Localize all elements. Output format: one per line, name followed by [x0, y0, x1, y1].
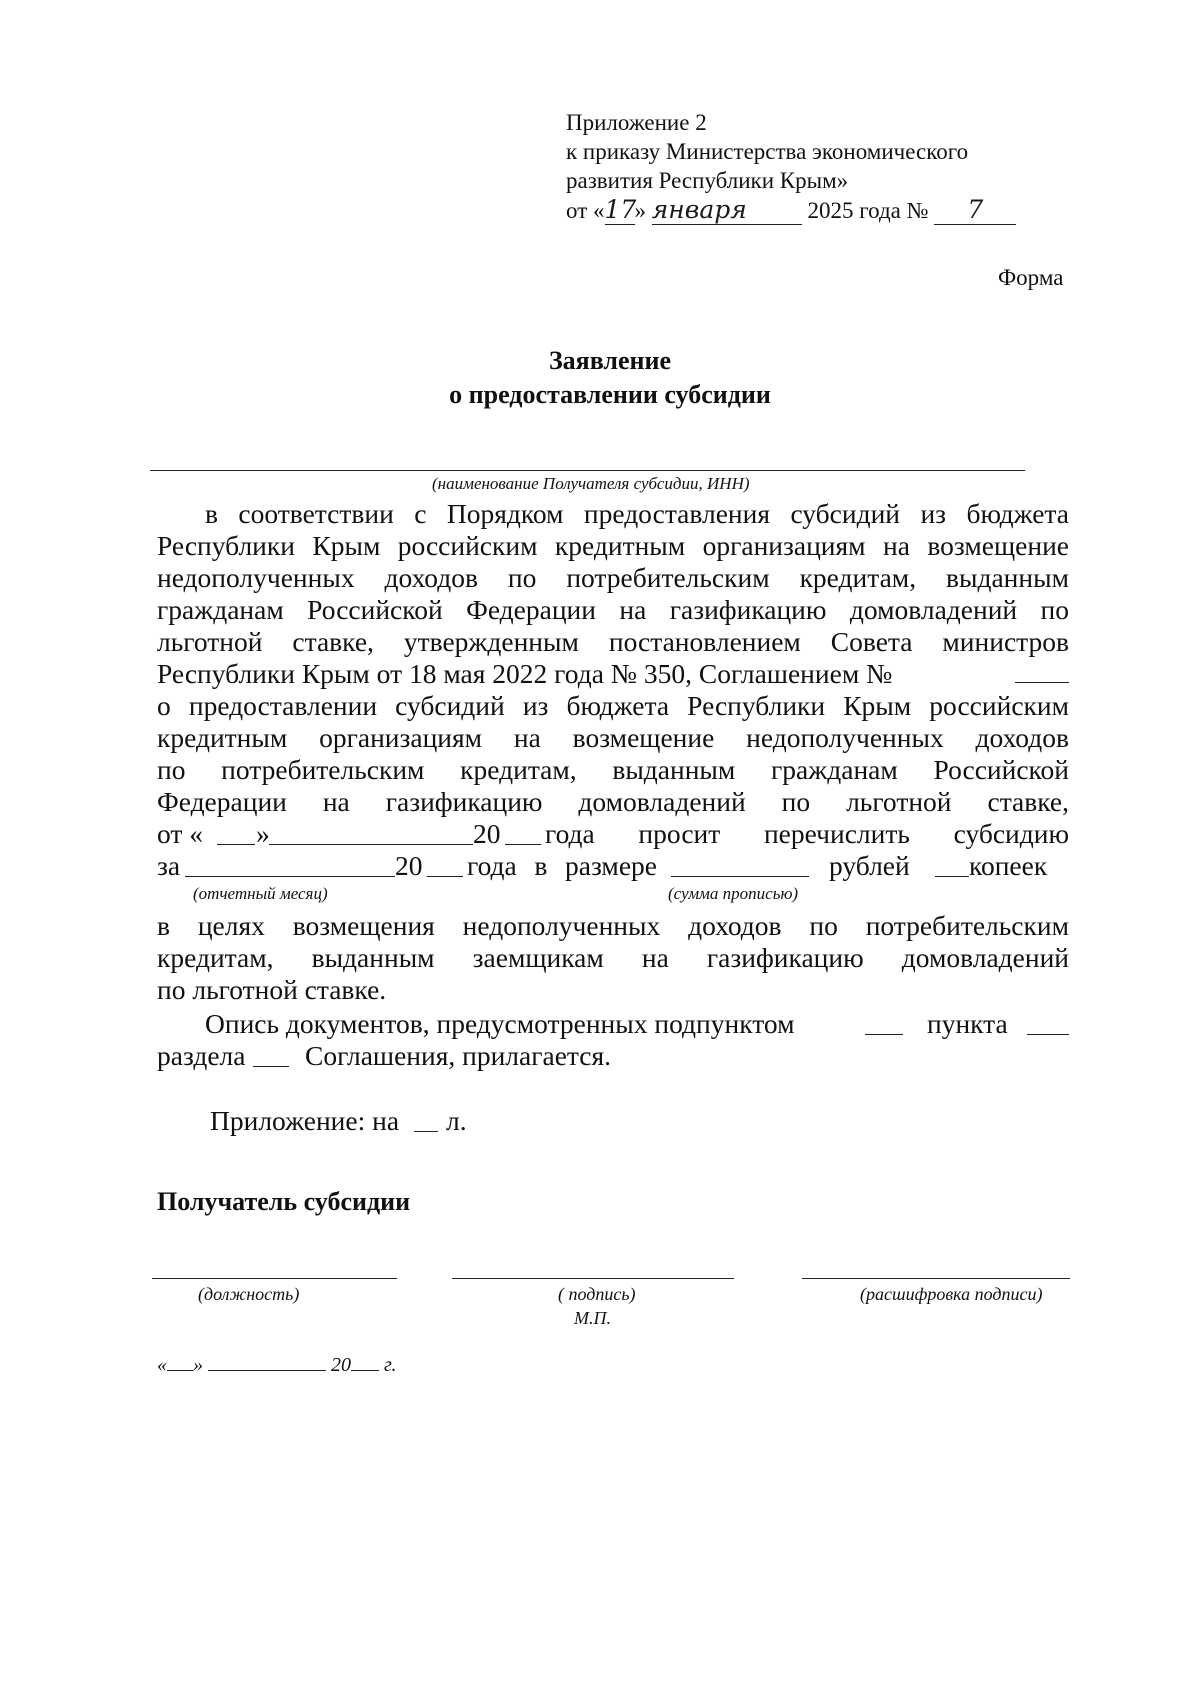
year-blank: [505, 820, 541, 845]
day-blank: [217, 820, 255, 845]
appendix-line-2: к приказу Министерства экономического: [566, 139, 969, 164]
month-blank: [269, 820, 473, 845]
body-line-13: в целях возмещения недополученных доходов по потребительским: [157, 910, 1069, 941]
body-line-6-text: Республики Крым от 18 мая 2022 года № 350, Соглашением №: [157, 658, 893, 689]
recipient-name-line: [150, 470, 1025, 471]
year-prefix-2: 20: [395, 850, 423, 881]
signature-decode-caption: (расшифровка подписи): [860, 1284, 1043, 1304]
clause-label: пункта: [927, 1008, 1008, 1039]
kopecks-label: копеек: [969, 850, 1048, 881]
signature-line: [452, 1278, 734, 1279]
date-suffix: 2025 года №: [807, 198, 929, 223]
section-label: раздела: [157, 1040, 246, 1071]
appendix-line-1: Приложение 2: [566, 110, 707, 135]
appendix-date-line: [566, 195, 1046, 225]
request-text: года просит перечислить субсидию: [545, 818, 1069, 849]
body-line-1: в соответствии с Порядком предоставления субсидий из бюджета: [205, 498, 1069, 529]
date-prefix: от «: [566, 198, 605, 223]
inventory-text: Опись документов, предусмотренных подпунктом: [205, 1008, 795, 1039]
reporting-month-blank: [185, 852, 395, 877]
body-line-10: Федерации на газификацию домовладений по льготной ставке,: [157, 786, 1069, 817]
date-close: »: [256, 818, 270, 849]
footer-day-blank: [167, 1352, 193, 1371]
date-open: от «: [157, 818, 204, 849]
sheets-suffix: л.: [446, 1105, 467, 1136]
for-label: за: [157, 850, 181, 881]
stamp-label: М.П.: [574, 1308, 611, 1328]
body-line-5: льготной ставке, утвержденным постановлением Совета министров: [157, 626, 1069, 657]
body-line-6: [157, 658, 1069, 690]
body-line-14: кредитам, выданным заемщикам на газификацию домовладений: [157, 942, 1069, 973]
year-blank-2: [427, 852, 463, 877]
body-line-4: гражданам Российской Федерации на газификацию домовладений по: [157, 594, 1069, 625]
position-line: [152, 1278, 397, 1279]
attachment-label: Приложение: на: [210, 1105, 400, 1136]
appendix-line-3: развития Республики Крым»: [566, 168, 849, 193]
agreement-number-blank: [1015, 658, 1069, 683]
footer-date-close: »: [193, 1354, 203, 1376]
footer-date-open: «: [157, 1354, 167, 1376]
footer-month-blank: [208, 1352, 326, 1371]
amount-label: года в размере: [467, 850, 657, 881]
appendix-block: [566, 108, 1046, 225]
recipient-heading: Получатель субсидии: [157, 1187, 411, 1216]
handwritten-day: 17: [604, 195, 637, 224]
rubles-label: рублей: [829, 850, 910, 881]
amount-blank: [671, 852, 809, 877]
date-mid: »: [634, 198, 646, 223]
footer-year-suffix: г.: [384, 1354, 397, 1376]
signature-caption: ( подпись): [558, 1284, 636, 1304]
footer-date: [157, 1352, 397, 1377]
document-title: Заявление: [548, 346, 672, 375]
form-label: Форма: [998, 265, 1064, 290]
clause-blank: [1027, 1010, 1069, 1035]
year-prefix: 20: [473, 818, 501, 849]
handwritten-number: 7: [934, 195, 1016, 225]
body-line-9: по потребительским кредитам, выданным гражданам Российской: [157, 754, 1069, 785]
footer-year-blank: [351, 1352, 379, 1371]
recipient-name-caption: (наименование Получателя субсидии, ИНН): [432, 474, 750, 493]
handwritten-month: января: [652, 195, 802, 225]
body-line-7: о предоставлении субсидий из бюджета Республики Крым российским: [157, 690, 1069, 721]
document-subtitle: о предоставлении субсидии: [449, 380, 771, 409]
caption-sum-in-words: (сумма прописью): [668, 884, 799, 903]
body-line-2: Республики Крым российским кредитным организациям на возмещение: [157, 530, 1069, 561]
body-line-8: кредитным организациям на возмещение недополученных доходов: [157, 722, 1069, 753]
sheets-blank: [414, 1107, 438, 1132]
position-caption: (должность): [198, 1284, 300, 1304]
agreement-attached-text: Соглашения, прилагается.: [305, 1040, 612, 1071]
caption-reporting-month: (отчетный месяц): [193, 884, 328, 903]
section-blank: [253, 1042, 289, 1067]
body-line-3: недополученных доходов по потребительским кредитам, выданным: [157, 562, 1069, 593]
signature-decode-line: [802, 1278, 1070, 1279]
kopecks-blank: [935, 852, 969, 877]
subclause-blank: [865, 1010, 903, 1035]
footer-year-prefix: 20: [331, 1354, 351, 1376]
body-line-15: по льготной ставке.: [157, 974, 387, 1005]
